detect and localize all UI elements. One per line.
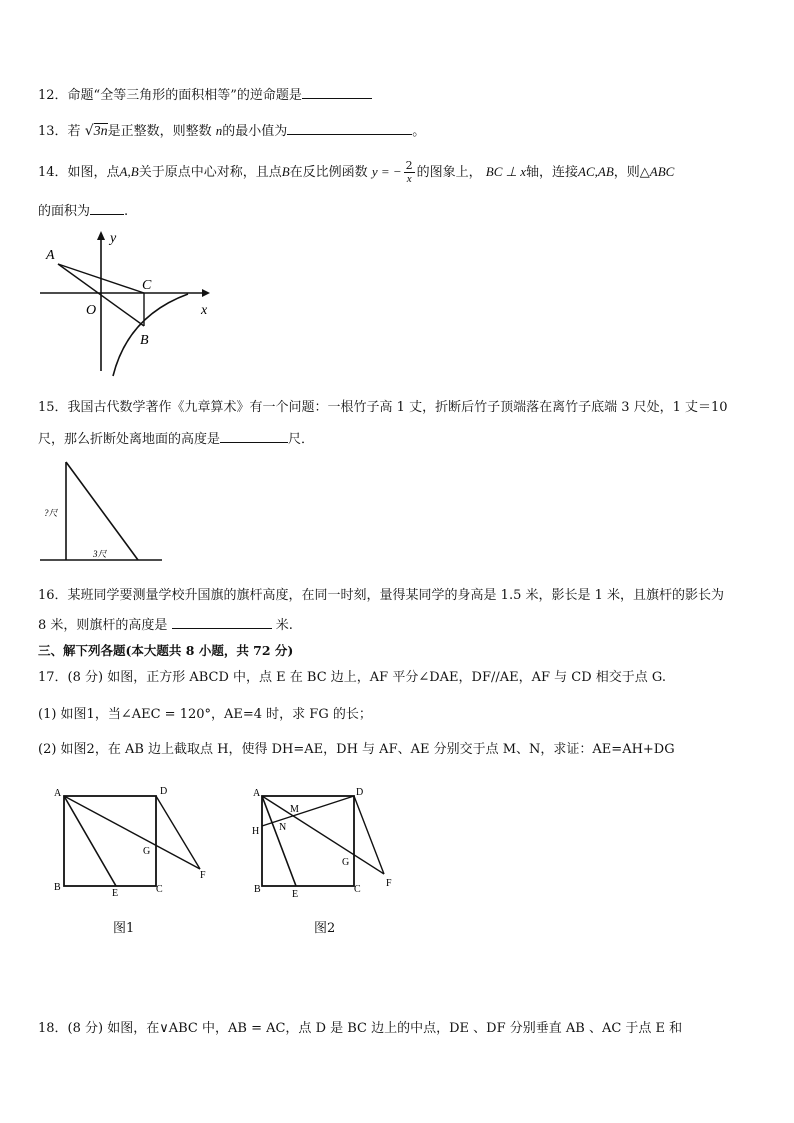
question-13-middle: 是正整数，则整数 bbox=[107, 124, 212, 139]
label-base: 3尺 bbox=[93, 549, 107, 559]
label-height: ?尺 bbox=[44, 508, 58, 518]
label-B: B bbox=[140, 333, 149, 348]
q15-line1-text: 15．我国古代数学著作《九章算术》有一个问题：一根竹子高 1 丈，折断后竹子顶端落在离竹子底端 3 尺处，1 丈＝10 bbox=[38, 400, 728, 415]
label-N: N bbox=[279, 822, 287, 833]
q14-text-a: 14．如图，点 bbox=[38, 165, 120, 180]
q17-part2-text: (2) 如图2，在 AB 边上截取点 H，使得 DH=AE，DH 与 AF、AE 分别交于点 M、N，求证：AE=AH+DG bbox=[38, 742, 675, 757]
section-title-text: 三、解下列各题(本大题共 8 小题，共 72 分) bbox=[38, 643, 294, 658]
q15-line2-text: 尺，那么折断处离地面的高度是 bbox=[38, 432, 221, 447]
q17-stem-text: 17．(8 分) 如图，正方形 ABCD 中，点 E 在 BC 边上，AF 平分∠DAE，DF//AE，AF 与 CD 相交于点 G. bbox=[38, 670, 666, 685]
q16-line2-text: 8 米，则旗杆的高度是 bbox=[38, 618, 168, 633]
variable-n: n bbox=[215, 123, 223, 138]
label-A: A bbox=[54, 788, 62, 799]
q17-figure-2 bbox=[250, 782, 410, 906]
q14-line2-text: 的面积为 bbox=[38, 204, 91, 219]
label-H: H bbox=[252, 826, 260, 837]
question-13-suffix: 的最小值为 bbox=[222, 124, 288, 139]
label-M: M bbox=[290, 804, 299, 815]
question-16-line2 bbox=[38, 614, 293, 633]
question-17-stem bbox=[38, 666, 666, 685]
answer-blank bbox=[172, 616, 272, 629]
answer-blank bbox=[90, 202, 124, 215]
label-G: G bbox=[143, 846, 151, 857]
question-18 bbox=[38, 1017, 682, 1036]
question-14-line2 bbox=[38, 200, 128, 219]
answer-blank bbox=[287, 122, 412, 135]
q14-perp: BC ⊥ x bbox=[485, 164, 527, 179]
label-x: x bbox=[201, 303, 208, 318]
q14-point-b: B bbox=[281, 164, 290, 179]
q14-text-c: 在反比例函数 bbox=[289, 165, 368, 180]
q14-figure bbox=[38, 226, 218, 390]
figure-2-caption: 图2 bbox=[314, 921, 336, 936]
label-D: D bbox=[160, 786, 168, 797]
q16-line1-text: 16．某班同学要测量学校升国旗的旗杆高度，在同一时刻，量得某同学的身高是 1.5 米，影长是 1 米，且旗杆的影长为 bbox=[38, 588, 725, 603]
label-y: y bbox=[110, 231, 117, 246]
q18-text: 18．(8 分) 如图，在∨ABC 中，AB = AC，点 D 是 BC 边上的中点，DE 、DF 分别垂直 AB 、AC 于点 E 和 bbox=[38, 1021, 683, 1036]
q15-figure bbox=[38, 458, 168, 572]
q15-line2-end: 尺． bbox=[288, 432, 315, 447]
label-F: F bbox=[386, 878, 392, 889]
label-C: C bbox=[354, 884, 361, 895]
label-O: O bbox=[86, 303, 97, 318]
question-13-end: 。 bbox=[412, 124, 426, 139]
label-F: F bbox=[200, 870, 206, 881]
label-B: B bbox=[54, 882, 61, 893]
label-D: D bbox=[356, 787, 364, 798]
q14-line2-end: . bbox=[124, 204, 129, 219]
question-12 bbox=[38, 84, 372, 103]
q14-segments: AC,AB bbox=[578, 164, 614, 179]
q17-figure-1 bbox=[50, 782, 220, 906]
q14-func-lhs: y = − bbox=[371, 164, 402, 179]
q14-text-f: ，则△ bbox=[613, 165, 650, 180]
q14-text-b: 关于原点中心对称，且点 bbox=[138, 165, 282, 180]
label-A: A bbox=[253, 788, 261, 799]
q14-triangle: ABC bbox=[649, 164, 675, 179]
question-17-part2 bbox=[38, 738, 675, 757]
section-title bbox=[38, 641, 293, 659]
q17-part1-text: (1) 如图1，当∠AEC = 120°，AE=4 时，求 FG 的长； bbox=[38, 707, 372, 722]
label-G: G bbox=[342, 857, 350, 868]
question-15-line2 bbox=[38, 428, 314, 447]
answer-blank bbox=[220, 430, 288, 443]
radical-expression: √3n bbox=[84, 123, 108, 139]
question-13-prefix: 13．若 bbox=[38, 124, 81, 139]
question-14-line1 bbox=[38, 160, 674, 185]
question-17-part1 bbox=[38, 703, 372, 722]
q14-text-d: 的图象上， bbox=[416, 165, 482, 180]
question-13 bbox=[38, 120, 425, 140]
label-B: B bbox=[254, 884, 261, 895]
question-12-text: 12．命题“全等三角形的面积相等”的逆命题是 bbox=[38, 88, 302, 103]
label-E: E bbox=[112, 888, 119, 899]
q14-text-e: 轴，连接 bbox=[526, 165, 579, 180]
answer-blank bbox=[302, 86, 372, 99]
q14-fraction: $\frac{2}{x}$ bbox=[405, 159, 413, 185]
q14-points: A,B bbox=[119, 164, 139, 179]
question-16-line1 bbox=[38, 584, 724, 603]
label-A: A bbox=[46, 248, 55, 263]
label-E: E bbox=[292, 889, 299, 900]
label-C: C bbox=[142, 278, 152, 293]
q16-line2-end: 米. bbox=[275, 618, 293, 633]
label-C: C bbox=[156, 884, 163, 895]
question-15-line1 bbox=[38, 396, 728, 415]
figure-1-caption: 图1 bbox=[113, 921, 135, 936]
